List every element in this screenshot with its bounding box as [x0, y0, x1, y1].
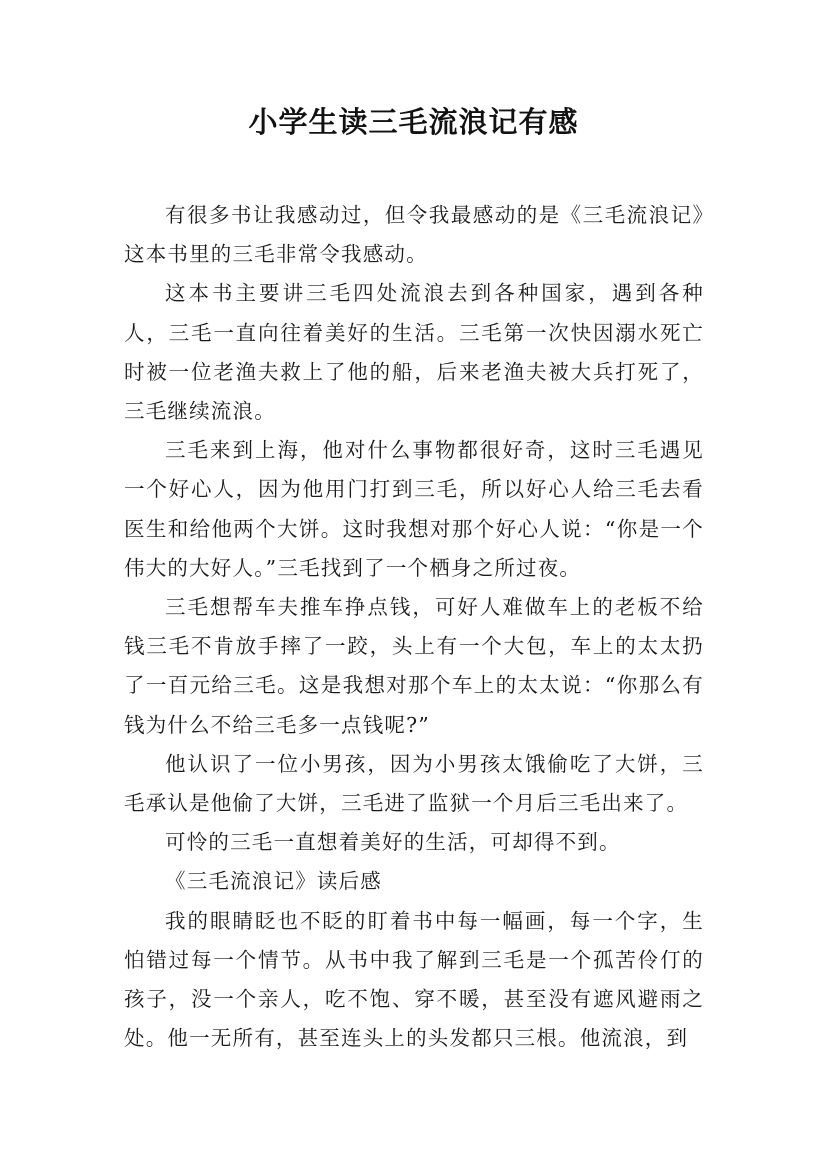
paragraph: 这本书主要讲三毛四处流浪去到各种国家，遇到各种人，三毛一直向往着美好的生活。三毛第一次快因溺水死亡时被一位老渔夫救上了他的船，后来老渔夫被大兵打死了，三毛继续流浪。 [124, 281, 704, 424]
section-subtitle: 《三毛流浪记》读后感 [165, 869, 382, 894]
paragraph: 他认识了一位小男孩，因为小男孩太饿偷吃了大饼，三毛承认是他偷了大饼，三毛进了监狱一个月后三毛出来了。 [124, 751, 704, 816]
paragraph: 可怜的三毛一直想着美好的生活，可却得不到。 [165, 830, 621, 855]
paragraph: 三毛想帮车夫推车挣点钱，可好人难做车上的老板不给钱三毛不肯放手摔了一跤，头上有一个大包，车上的太太扔了一百元给三毛。这是我想对那个车上的太太说：“你那么有钱为什么不给三毛多一点钱呢?” [124, 595, 704, 737]
paragraph: 我的眼睛眨也不眨的盯着书中每一幅画，每一个字，生怕错过每一个情节。从书中我了解到三毛是一个孤苦伶仃的孩子，没一个亲人，吃不饱、穿不暖，甚至没有遮风避雨之处。他一无所有，甚至连头上的头发都只三根。他流浪，到 [124, 908, 704, 1051]
paragraph: 有很多书让我感动过，但令我最感动的是《三毛流浪记》这本书里的三毛非常令我感动。 [124, 203, 704, 267]
article-body [124, 196, 704, 1058]
paragraph: 三毛来到上海，他对什么事物都很好奇，这时三毛遇见一个好心人，因为他用门打到三毛，所以好心人给三毛去看医生和给他两个大饼。这时我想对那个好心人说：“你是一个伟大的大好人。”三毛找到了一个栖身之所过夜。 [124, 438, 704, 580]
page-title: 小学生读三毛流浪记有感 [248, 105, 579, 139]
